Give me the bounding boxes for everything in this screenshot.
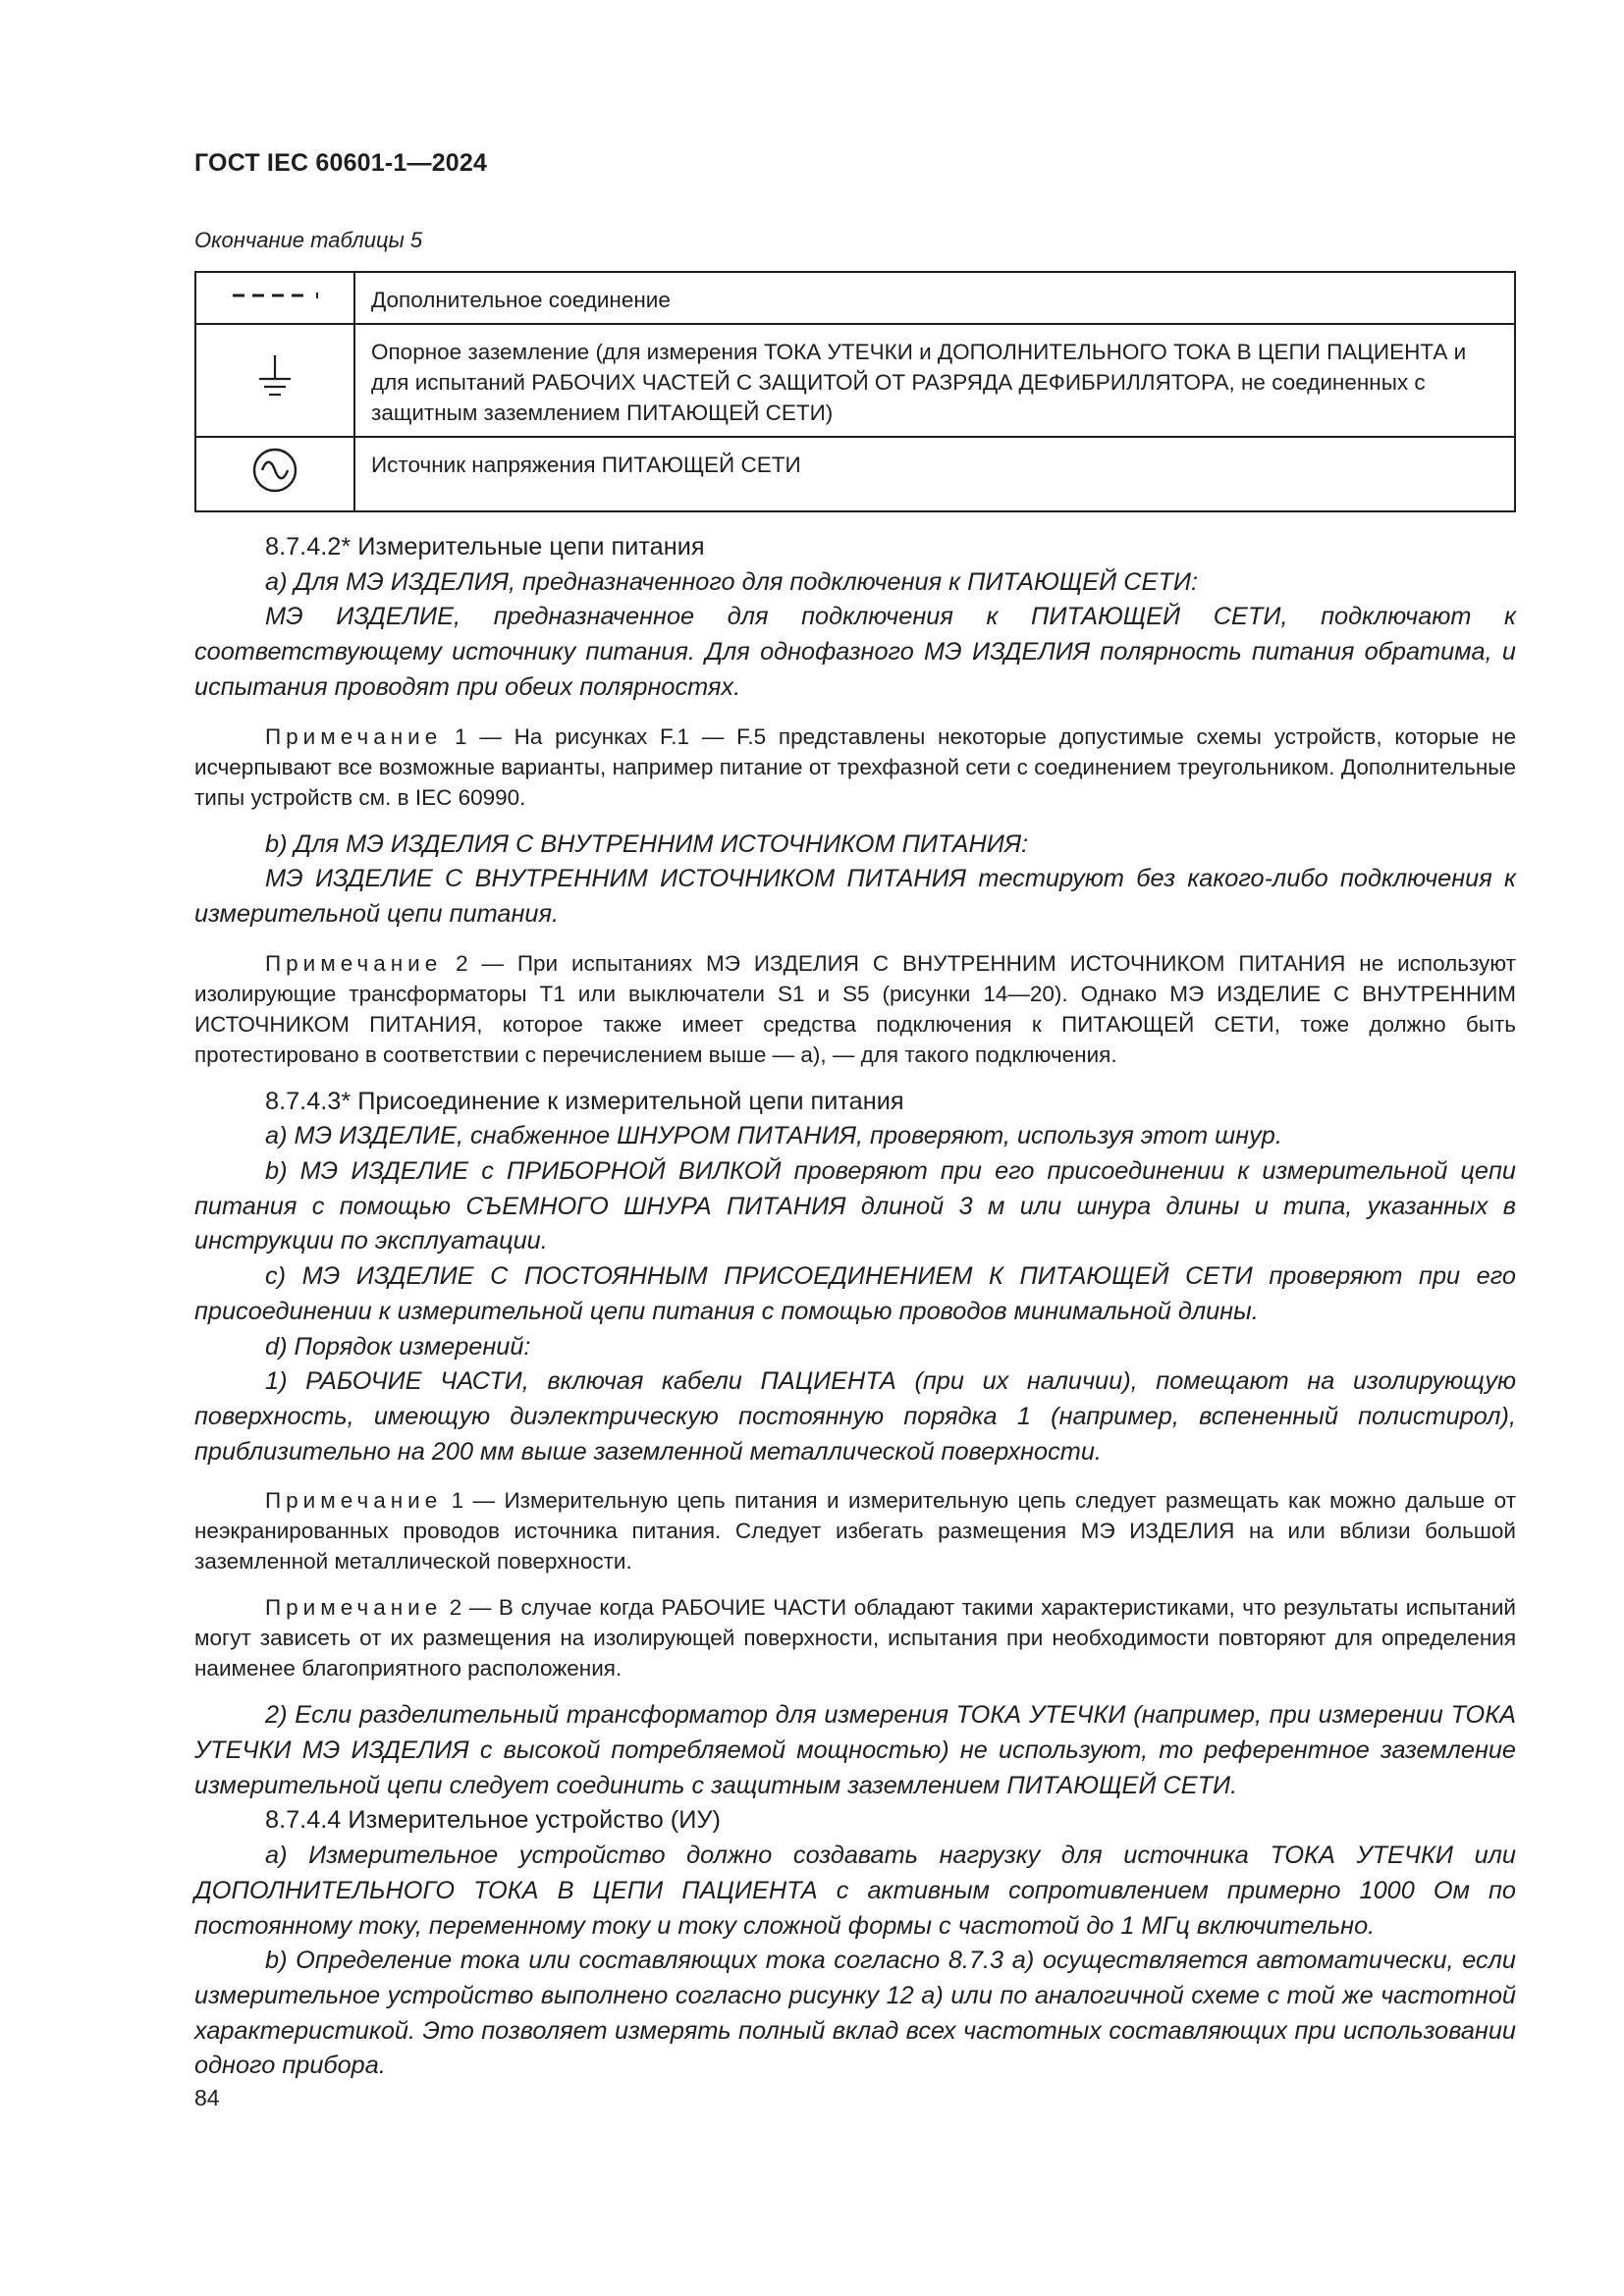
- list-item: b) Определение тока или составляющих тока согласно 8.7.3 a) осуществляется автоматически, если измерительное устройство выполнено согласно рисунку 12 a) или по аналогичной схеме с той же частотной характеристикой. Это позволяет измерять полный вклад всех частотных составляющих при использовании одного прибора.: [194, 1947, 1516, 2080]
- legend-symbol-cell: [195, 272, 354, 324]
- list-item: b) МЭ ИЗДЕЛИЕ с ПРИБОРНОЙ ВИЛКОЙ проверяют при его присоединении к измерительной цепи питания с помощью СЪЕМНОГО ШНУРА ПИТАНИЯ длиной 3 м или шнура длины и типа, указанных в инструкции по эксплуатации.: [194, 1157, 1516, 1255]
- document-body: [194, 530, 1516, 2084]
- note: [194, 948, 1516, 1070]
- note-text: 1 — Измерительную цепь питания и измерительную цепь следует размещать как можно дальше от неэкранированных проводов источника питания. Следует избегать размещения МЭ ИЗДЕЛИЯ на или вблизи большой заземленной металлической поверхности.: [194, 1488, 1516, 1575]
- table-caption: Окончание таблицы 5: [194, 228, 423, 252]
- list-item: a) МЭ ИЗДЕЛИЕ, снабженное ШНУРОМ ПИТАНИЯ, проверяют, используя этот шнур.: [265, 1122, 1282, 1150]
- section-heading-8744: 8.7.4.4 Измерительное устройство (ИУ): [265, 1806, 721, 1835]
- item-title: a) Для МЭ ИЗДЕЛИЯ, предназначенного для подключения к ПИТАЮЩЕЙ СЕТИ:: [265, 567, 1198, 596]
- list-item: d) Порядок измерений:: [265, 1332, 531, 1361]
- dashed-line-icon: [231, 286, 319, 305]
- legend-text: Опорное заземление (для измерения ТОКА УТЕЧКИ и ДОПОЛНИТЕЛЬНОГО ТОКА В ЦЕПИ ПАЦИЕНТА и для испытаний РАБОЧИХ ЧАСТЕЙ С ЗАЩИТОЙ ОТ РАЗРЯДА ДЕФИБРИЛЛЯТОРА, не соединенных с защитным заземлением ПИТАЮЩЕЙ СЕТИ): [354, 324, 1515, 437]
- legend-row: [195, 324, 1515, 437]
- note: [194, 1592, 1516, 1683]
- paragraph: МЭ ИЗДЕЛИЕ С ВНУТРЕННИМ ИСТОЧНИКОМ ПИТАНИЯ тестируют без какого-либо подключения к измерительной цепи питания.: [194, 865, 1516, 928]
- item-title: b) Для МЭ ИЗДЕЛИЯ С ВНУТРЕННИМ ИСТОЧНИКОМ ПИТАНИЯ:: [265, 829, 1029, 858]
- list-item: a) Измерительное устройство должно создавать нагрузку для источника ТОКА УТЕЧКИ или ДОПОЛНИТЕЛЬНОГО ТОКА В ЦЕПИ ПАЦИЕНТА с активным сопротивлением примерно 1000 Ом по постоянному току, переменному току и току сложной формы с частотой до 1 МГц включительно.: [194, 1842, 1516, 1940]
- legend-table: [194, 271, 1516, 512]
- list-item: 2) Если разделительный трансформатор для измерения ТОКА УТЕЧКИ (например, при измерении ТОКА УТЕЧКИ МЭ ИЗДЕЛИЯ с высокой потребляемой мощностью) не используют, то референтное заземление измерительной цепи следует соединить с защитным заземлением ПИТАЮЩЕЙ СЕТИ.: [194, 1701, 1516, 1799]
- list-item: c) МЭ ИЗДЕЛИЕ С ПОСТОЯННЫМ ПРИСОЕДИНЕНИЕМ К ПИТАЮЩЕЙ СЕТИ проверяют при его присоединении к измерительной цепи питания с помощью проводов минимальной длины.: [194, 1262, 1516, 1325]
- section-heading-8742: 8.7.4.2* Измерительные цепи питания: [265, 533, 705, 561]
- note: [194, 1485, 1516, 1576]
- legend-symbol-cell: [195, 437, 354, 511]
- list-item: 1) РАБОЧИЕ ЧАСТИ, включая кабели ПАЦИЕНТА (при их наличии), помещают на изолирующую поверхность, имеющую диэлектрическую постоянную порядка 1 (например, вспененный полистирол), приблизительно на 200 мм выше заземленной металлической поверхности.: [194, 1367, 1516, 1466]
- note-label: Примечание: [265, 1488, 443, 1514]
- note-label: Примечание: [265, 1595, 443, 1621]
- legend-text: Источник напряжения ПИТАЮЩЕЙ СЕТИ: [354, 437, 1515, 511]
- ground-icon: [255, 353, 295, 400]
- paragraph: МЭ ИЗДЕЛИЕ, предназначенное для подключения к ПИТАЮЩЕЙ СЕТИ, подключают к соответствующему источнику питания. Для однофазного МЭ ИЗДЕЛИЯ полярность питания обратима, и испытания проводят при обеих полярностях.: [194, 603, 1516, 701]
- note-text: 1 — На рисунках F.1 — F.5 представлены некоторые допустимые схемы устройств, которые не исчерпывают все возможные варианты, например питание от трехфазной сети с соединением треугольником. Дополнительные типы устройств см. в IEC 60990.: [194, 723, 1516, 810]
- note-label: Примечание: [265, 950, 443, 976]
- legend-row: [195, 437, 1515, 511]
- note-text: 2 — При испытаниях МЭ ИЗДЕЛИЯ С ВНУТРЕННИМ ИСТОЧНИКОМ ПИТАНИЯ не используют изолирующие трансформаторы T1 или выключатели S1 и S5 (рисунки 14—20). Однако МЭ ИЗДЕЛИЕ С ВНУТРЕННИМ ИСТОЧНИКОМ ПИТАНИЯ, которое также имеет средства подключения к ПИТАЮЩЕЙ СЕТИ, тоже должно быть протестировано в соответствии с перечислением выше — a), — для такого подключения.: [194, 950, 1516, 1067]
- ac-source-icon: [250, 446, 299, 495]
- page-number: 84: [194, 2085, 220, 2110]
- legend-symbol-cell: [195, 324, 354, 437]
- legend-row: [195, 272, 1515, 324]
- section-heading-8743: 8.7.4.3* Присоединение к измерительной цепи питания: [265, 1087, 904, 1115]
- note-label: Примечание: [265, 723, 443, 749]
- document-header: ГОСТ IEC 60601-1—2024: [194, 149, 488, 177]
- note-text: 2 — В случае когда РАБОЧИЕ ЧАСТИ обладают такими характеристиками, что результаты испытаний могут зависеть от их размещения на изолирующей поверхности, испытания при необходимости повторяют для определения наименее благоприятного расположения.: [194, 1595, 1516, 1682]
- legend-text: Дополнительное соединение: [354, 272, 1515, 324]
- note: [194, 721, 1516, 813]
